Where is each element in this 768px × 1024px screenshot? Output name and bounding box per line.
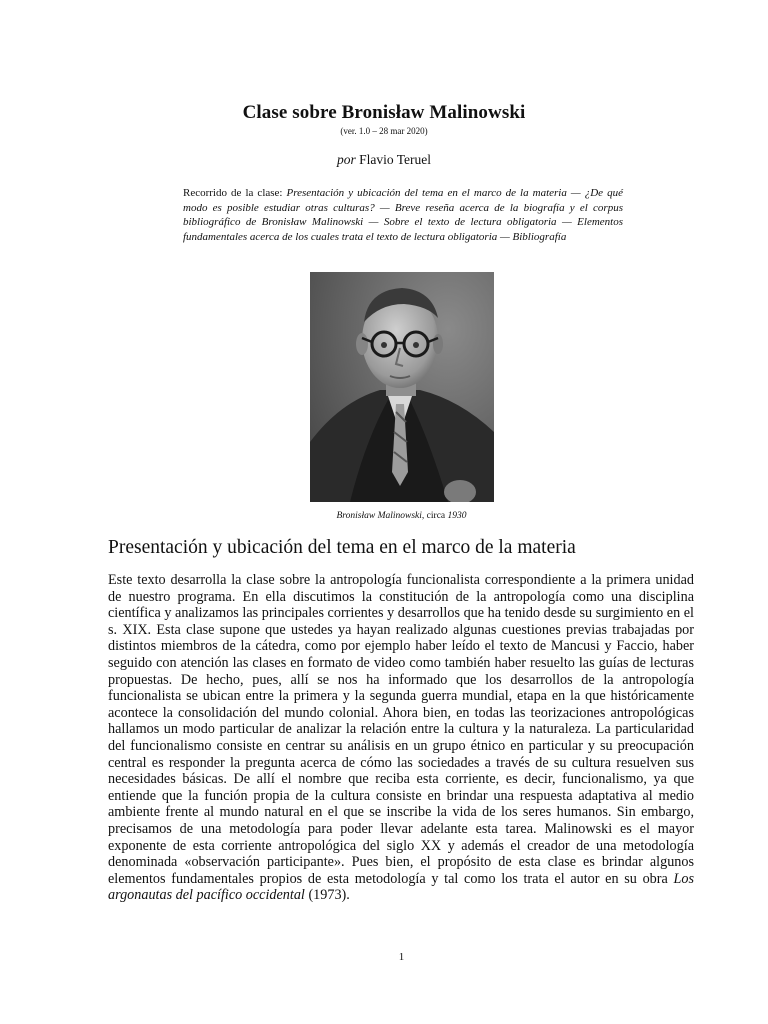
caption-circa: , circa [421,511,448,521]
outline-label: Recorrido de la clase: [183,187,287,199]
body-end: (1973). [304,887,350,904]
author-prefix: por [336,152,356,167]
photo-caption [0,511,768,521]
caption-name: Bronisław Malinowski [336,511,422,521]
page-number: 1 [398,951,405,963]
portrait-illustration [310,272,494,502]
outline-items: Presentación y ubicación del tema en el marco de la materia — ¿De qué modo es posible estudiar otras culturas? — Breve reseña acerca de la biografía y el corpus bibliográfico de Bronisław Malinowski — Sobre el texto de lectura obligatoria — Elementos fundamentales acerca de los cuales trata el texto de lectura obligatoria — Bibliografía [183,187,623,243]
document-version: (ver. 1.0 – 28 mar 2020) [340,126,428,136]
book-title: Los argonautas del pacífico occidental [108,870,694,904]
caption-year: 1930 [447,511,467,521]
author-name: Flavio Teruel [355,152,432,167]
document-title: Clase sobre Bronisław Malinowski [242,102,526,123]
portrait-photo [310,272,494,502]
section-heading: Presentación y ubicación del tema en el marco de la materia [108,537,576,558]
author-line [0,152,768,168]
body-paragraph [108,572,694,904]
class-outline [183,186,623,244]
body-text: Este texto desarrolla la clase sobre la antropología funcionalista correspondiente a la primera unidad de nuestro programa. En ella discutimos la constitución de la antropología como una disciplina científica y analizamos las principales corrientes y desarrollos que ha tenido desde su surgimiento en el s. XIX. Esta clase supone que ustedes ya hayan realizado algunas cuestiones previas trabajadas por distintos miembros de la cátedra, como por ejemplo haber leído el texto de Mancusi y Faccio, haber seguido con atención las clases en formato de video como también haber resuelto las guías de lecturas propuestas. De hecho, pues, allí se nos ha informado que los desarrollos de la antropología funcionalista se ubican entre la primera y la segunda guerra mundial, etapa en la que históricamente acontece la consolidación del mundo colonial. Ahora bien, en todas las teorizaciones antropológicas hallamos un modo particular de analizar la relación entre la cultura y la naturaleza. La particularidad del funcionalismo consiste en centrar su análisis en un grupo étnico en particular y su preocupación central es responder la pregunta acerca de cómo las sociedades a través de su cultura resuelven sus necesidades básicas. De allí el nombre que reciba esta corriente, es decir, funcionalismo, ya que entiende que la función propia de la cultura consiste en brindar una respuesta adaptativa al medio ambiente frente al mundo natural en el que se inscribe la vida de los seres humanos. Sin embargo, precisamos de una metodología para poder llevar adelante esta tarea. Malinowski es el mayor exponente de esta corriente antropológica del siglo XX y además el creador de una metodología denominada «observación participante». Pues bien, el propósito de esta clase es brindar algunos elementos fundamentales propios de esta metodología y tal como los trata el autor en su obra [108,572,694,887]
